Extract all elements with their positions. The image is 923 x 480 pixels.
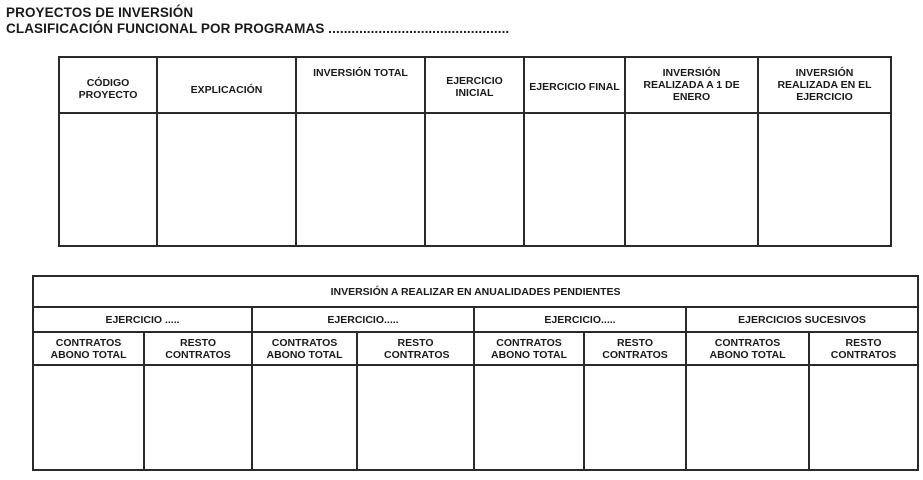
cell-ejercicio-inicial[interactable] <box>425 113 524 246</box>
column-header-contratos-abono-total: CONTRATOS ABONO TOTAL <box>33 332 144 365</box>
column-header-resto-contratos: RESTO CONTRATOS <box>144 332 252 365</box>
cell-inversion-total[interactable] <box>296 113 425 246</box>
cell-ej3-resto-contratos[interactable] <box>584 365 686 470</box>
cell-ej3-contratos-abono-total[interactable] <box>474 365 584 470</box>
column-header-ejercicio-final: EJERCICIO FINAL <box>524 57 625 113</box>
column-header-contratos-abono-total: CONTRATOS ABONO TOTAL <box>252 332 357 365</box>
column-header-inversion-realizada-enero: INVERSIÓN REALIZADA A 1 DE ENERO <box>625 57 758 113</box>
table-title-row <box>33 276 918 307</box>
column-header-contratos-abono-total: CONTRATOS ABONO TOTAL <box>474 332 584 365</box>
group-header-row <box>33 307 918 332</box>
cell-inversion-realizada-ejercicio[interactable] <box>758 113 891 246</box>
column-header-resto-contratos: RESTO CONTRATOS <box>584 332 686 365</box>
cell-ejercicio-final[interactable] <box>524 113 625 246</box>
cell-ej2-contratos-abono-total[interactable] <box>252 365 357 470</box>
annuities-table <box>32 275 919 471</box>
table-row <box>59 113 891 246</box>
table-row <box>33 365 918 470</box>
subcolumn-header-row <box>33 332 918 365</box>
table-header-row <box>59 57 891 113</box>
cell-explicacion[interactable] <box>157 113 296 246</box>
document-subtitle: CLASIFICACIÓN FUNCIONAL POR PROGRAMAS ............................................... <box>6 21 510 36</box>
cell-sucesivos-contratos-abono-total[interactable] <box>686 365 809 470</box>
group-header-ejercicios-sucesivos: EJERCICIOS SUCESIVOS <box>686 307 918 332</box>
cell-inversion-realizada-enero[interactable] <box>625 113 758 246</box>
column-header-resto-contratos: RESTO CONTRATOS <box>357 332 474 365</box>
cell-ej2-resto-contratos[interactable] <box>357 365 474 470</box>
document-title: PROYECTOS DE INVERSIÓN <box>6 5 194 20</box>
annuities-table-title: INVERSIÓN A REALIZAR EN ANUALIDADES PENDIENTES <box>33 276 918 307</box>
cell-codigo-proyecto[interactable] <box>59 113 157 246</box>
column-header-inversion-total: INVERSIÓN TOTAL <box>296 57 425 113</box>
column-header-codigo-proyecto: CÓDIGO PROYECTO <box>59 57 157 113</box>
projects-table <box>58 56 892 247</box>
column-header-ejercicio-inicial: EJERCICIO INICIAL <box>425 57 524 113</box>
group-header-ejercicio-3: EJERCICIO..... <box>474 307 686 332</box>
column-header-explicacion: EXPLICACIÓN <box>157 57 296 113</box>
cell-ej1-contratos-abono-total[interactable] <box>33 365 144 470</box>
cell-sucesivos-resto-contratos[interactable] <box>809 365 918 470</box>
cell-ej1-resto-contratos[interactable] <box>144 365 252 470</box>
column-header-resto-contratos: RESTO CONTRATOS <box>809 332 918 365</box>
group-header-ejercicio-1: EJERCICIO ..... <box>33 307 252 332</box>
column-header-inversion-realizada-ejercicio: INVERSIÓN REALIZADA EN EL EJERCICIO <box>758 57 891 113</box>
column-header-contratos-abono-total: CONTRATOS ABONO TOTAL <box>686 332 809 365</box>
group-header-ejercicio-2: EJERCICIO..... <box>252 307 474 332</box>
